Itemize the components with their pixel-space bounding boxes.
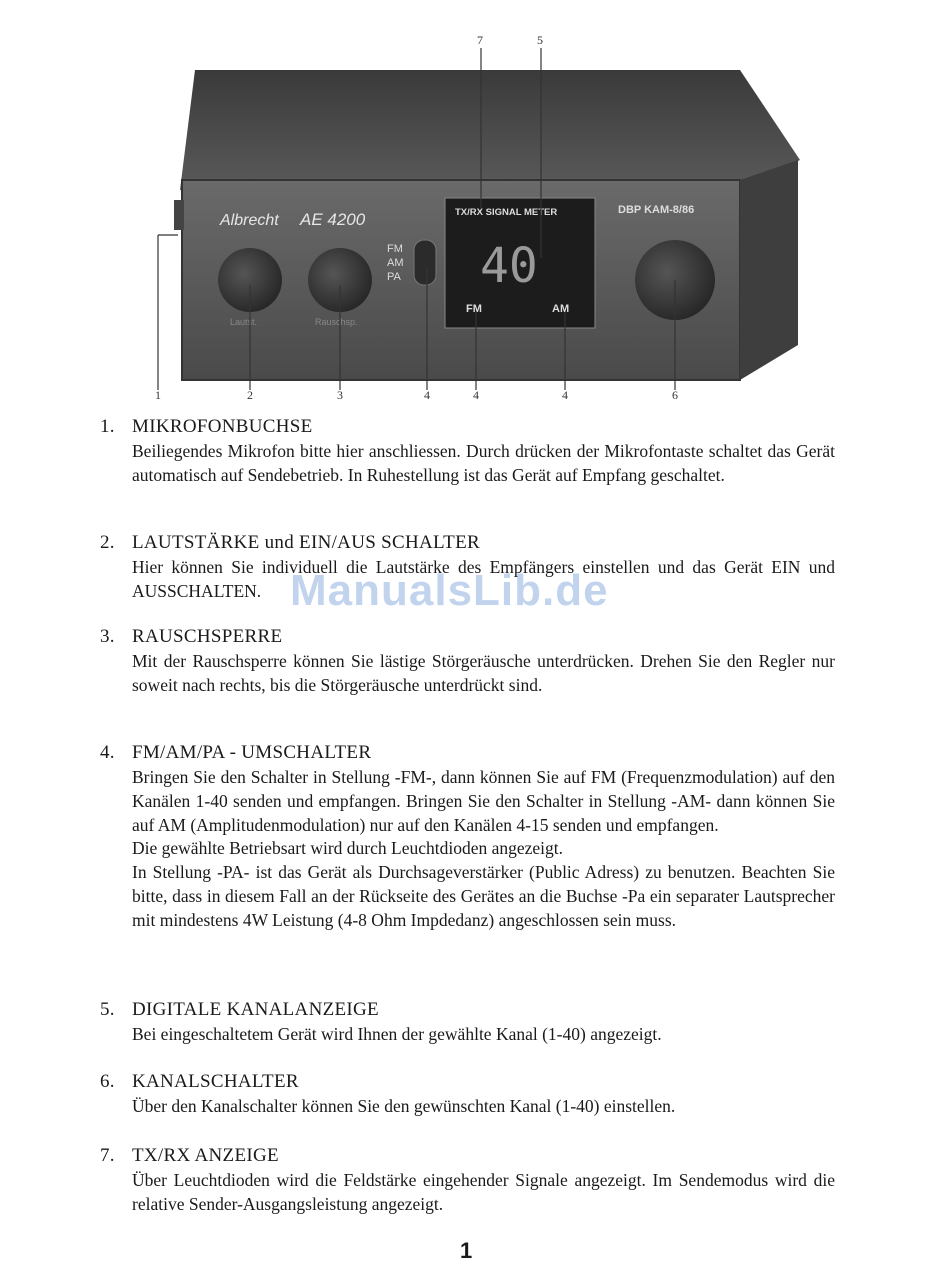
section-number: 2. xyxy=(100,532,115,553)
section-number: 3. xyxy=(100,626,115,647)
callout-7: 7 xyxy=(477,33,483,47)
brand-logo: Albrecht xyxy=(220,212,279,229)
paragraph: Bringen Sie den Schalter in Stellung -FM-, dann können Sie auf FM (Frequenzmodulation) auf den Kanälen 1-40 senden und empfangen. Bringen Sie den Schalter in Stellung -AM- dann können Sie auf AM (Amplitudenmodulation) nur auf den Kanälen 4-15 senden und empfangen. xyxy=(132,767,835,835)
callout-6: 6 xyxy=(672,388,678,400)
signal-meter-title: TX/RX SIGNAL METER xyxy=(455,207,558,218)
section-heading xyxy=(100,1071,835,1095)
section-number: 4. xyxy=(100,742,115,763)
section-title: FM/AM/PA - UMSCHALTER xyxy=(132,742,372,763)
paragraph: Mit der Rauschsperre können Sie lästige Störgeräusche unterdrücken. Drehen Sie den Regler nur soweit nach rechts, bis die Störgeräusche unterdrückt sind. xyxy=(132,651,835,695)
section-heading xyxy=(100,1145,835,1169)
section-heading xyxy=(100,416,835,440)
cabinet-top xyxy=(180,70,800,190)
callout-4a: 4 xyxy=(424,388,430,400)
section-title: RAUSCHSPERRE xyxy=(132,626,283,647)
section-6 xyxy=(100,1071,835,1119)
paragraph: Über Leuchtdioden wird die Feldstärke eingehender Signale angezeigt. Im Sendemodus wird die relative Sender-Ausgangsleistung angezeigt. xyxy=(132,1170,835,1214)
section-number: 6. xyxy=(100,1071,115,1092)
callout-5: 5 xyxy=(537,33,543,47)
callout-3: 3 xyxy=(337,388,343,400)
section-7 xyxy=(100,1145,835,1217)
section-title: DIGITALE KANALANZEIGE xyxy=(132,999,379,1020)
section-1 xyxy=(100,416,835,488)
callout-4b: 4 xyxy=(473,388,479,400)
section-title: KANALSCHALTER xyxy=(132,1071,299,1092)
volume-knob-label: Lautst. xyxy=(230,317,258,327)
section-body xyxy=(132,1169,835,1217)
callout-2: 2 xyxy=(247,388,253,400)
section-body xyxy=(132,1095,835,1119)
squelch-knob-label: Rauschsp. xyxy=(315,317,358,327)
section-body xyxy=(132,650,835,698)
section-5 xyxy=(100,999,835,1047)
section-3 xyxy=(100,626,835,698)
section-heading xyxy=(100,742,835,766)
callout-1: 1 xyxy=(155,388,161,400)
meter-am-label: AM xyxy=(552,303,570,315)
paragraph: Die gewählte Betriebsart wird durch Leuchtdioden angezeigt. xyxy=(132,838,564,859)
paragraph: Bei eingeschaltetem Gerät wird Ihnen der gewählte Kanal (1-40) angezeigt. xyxy=(132,1024,662,1044)
microphone-jack xyxy=(174,200,184,230)
page-number: 1 xyxy=(460,1238,473,1263)
section-body xyxy=(132,440,835,488)
section-number: 7. xyxy=(100,1145,115,1166)
section-title: MIKROFONBUCHSE xyxy=(132,416,313,437)
section-number: 1. xyxy=(100,416,115,437)
section-body xyxy=(132,1023,835,1047)
paragraph: Beiliegendes Mikrofon bitte hier anschliessen. Durch drücken der Mikrofontaste schaltet das Gerät automatisch auf Sendebetrieb. In Ruhestellung ist das Gerät auf Empfang geschaltet. xyxy=(132,441,835,485)
section-body xyxy=(132,766,835,933)
channel-display: 40 xyxy=(480,238,538,294)
section-title: TX/RX ANZEIGE xyxy=(132,1145,279,1166)
section-heading xyxy=(100,999,835,1023)
approval-label: DBP KAM-8/86 xyxy=(618,204,695,216)
callout-4c: 4 xyxy=(562,388,568,400)
mode-label-fm: FM xyxy=(387,243,403,255)
mode-label-pa: PA xyxy=(387,271,401,283)
paragraph: In Stellung -PA- ist das Gerät als Durchsageverstärker (Public Adress) zu benutzen. Beachten Sie bitte, dass in diesem Fall an der Rückseite des Gerätes an die Buchse -Pa ein separater Lautsprecher mit mindestens 4W Leistung (4-8 Ohm Impdedanz) angeschlossen sein muss. xyxy=(132,862,835,930)
watermark: ManualsLib.de xyxy=(290,566,609,615)
meter-fm-label: FM xyxy=(466,303,482,315)
product-photo xyxy=(150,30,800,400)
paragraph: Hier können Sie individuell die Lautstärke des Empfängers einstellen und das Gerät EIN und AUSSCHALTEN. xyxy=(132,557,835,601)
section-number: 5. xyxy=(100,999,115,1020)
section-heading xyxy=(100,626,835,650)
model-name: AE 4200 xyxy=(300,210,366,229)
mode-switch[interactable] xyxy=(414,240,436,285)
section-4 xyxy=(100,742,835,933)
section-title: LAUTSTÄRKE und EIN/AUS SCHALTER xyxy=(132,532,480,553)
mode-label-am: AM xyxy=(387,257,404,269)
section-heading xyxy=(100,532,835,556)
paragraph: Über den Kanalschalter können Sie den gewünschten Kanal (1-40) einstellen. xyxy=(132,1096,676,1116)
